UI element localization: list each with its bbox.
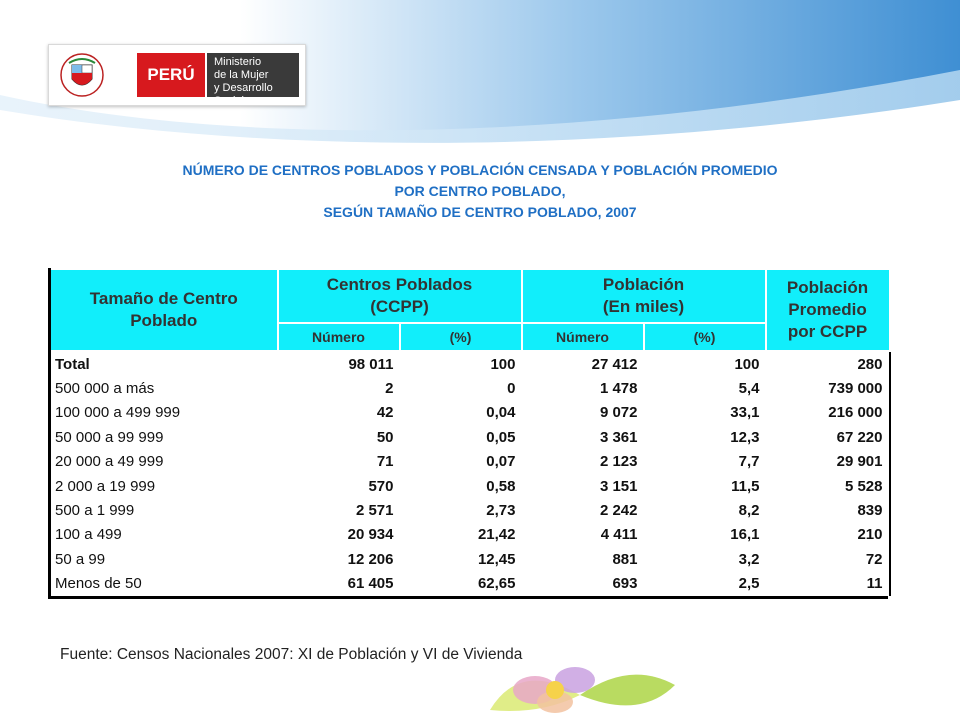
- row-label: Menos de 50: [50, 572, 278, 596]
- poblacion-promedio: 72: [766, 547, 890, 571]
- header-poblacion-line: Población: [602, 275, 685, 294]
- poblacion-promedio: 67 220: [766, 425, 890, 449]
- ccpp-pct: 2,73: [486, 502, 516, 520]
- poblacion-numero: 2 123: [599, 453, 638, 471]
- ccpp-pct: 0,05: [486, 428, 516, 446]
- row-label: 2 000 a 19 999: [50, 474, 278, 498]
- source-note: Fuente: Censos Nacionales 2007: XI de Población y VI de Vivienda: [60, 646, 523, 663]
- table-row: [50, 351, 890, 376]
- table-body: [50, 351, 890, 596]
- header-poblacion: [522, 269, 766, 323]
- header-size: [50, 269, 278, 351]
- header-promedio-line: Promedio: [788, 300, 867, 319]
- title-line: NÚMERO DE CENTROS POBLADOS Y POBLACIÓN CENSADA Y POBLACIÓN PROMEDIO: [182, 162, 778, 178]
- poblacion-pct: 33,1: [730, 404, 760, 422]
- ccpp-numero: 2: [385, 380, 394, 398]
- poblacion-promedio: 29 901: [766, 450, 890, 474]
- poblacion-pct: 11,5: [731, 477, 760, 495]
- table-row: [50, 498, 890, 522]
- page-title: [100, 160, 860, 223]
- ccpp-numero: 20 934: [347, 526, 394, 544]
- poblacion-promedio: 210: [766, 523, 890, 547]
- table-row: [50, 376, 890, 400]
- row-label: 500 a 1 999: [50, 498, 278, 522]
- poblacion-pct: 5,4: [738, 380, 760, 398]
- poblacion-numero: 3 151: [599, 477, 638, 495]
- subheader-numero: Número: [278, 323, 400, 351]
- title-line: POR CENTRO POBLADO,: [394, 183, 566, 199]
- ccpp-numero: 42: [376, 404, 394, 422]
- poblacion-pct: 7,7: [738, 453, 760, 471]
- ccpp-numero: 61 405: [347, 575, 394, 593]
- poblacion-numero: 693: [612, 575, 638, 593]
- data-table: [48, 268, 888, 599]
- table-row: [50, 474, 890, 498]
- logo-country: PERÚ: [137, 53, 205, 97]
- ccpp-numero: 71: [376, 453, 394, 471]
- row-label: 20 000 a 49 999: [50, 450, 278, 474]
- title-line: SEGÚN TAMAÑO DE CENTRO POBLADO, 2007: [323, 204, 637, 220]
- header-promedio-line: Población: [786, 278, 869, 297]
- row-label: 50 a 99: [50, 547, 278, 571]
- ministry-logo: [48, 44, 306, 106]
- table-bottom-rule: [48, 596, 888, 599]
- header-size-line: Poblado: [130, 311, 198, 330]
- logo-ministry-line: de la Mujer: [214, 69, 269, 81]
- logo-ministry: [207, 53, 299, 107]
- header-size-line: Tamaño de Centro: [89, 289, 238, 308]
- poblacion-numero: 1 478: [599, 380, 638, 398]
- poblacion-numero: 9 072: [599, 404, 638, 422]
- ccpp-pct: 0,58: [486, 477, 516, 495]
- logo-ministry-line: y Desarrollo Social: [214, 82, 273, 107]
- coat-of-arms-icon: [59, 51, 105, 99]
- poblacion-promedio: 739 000: [766, 376, 890, 400]
- poblacion-numero: 2 242: [599, 502, 638, 520]
- table-row: [50, 425, 890, 449]
- subheader-numero: Número: [522, 323, 644, 351]
- ccpp-pct: 0,07: [486, 453, 516, 471]
- ccpp-pct: 0: [507, 380, 516, 398]
- poblacion-pct: 8,2: [738, 502, 760, 520]
- ccpp-pct: 21,42: [477, 526, 516, 544]
- poblacion-pct: 3,2: [738, 550, 760, 568]
- poblacion-pct: 12,3: [730, 428, 760, 446]
- poblacion-numero: 27 412: [591, 355, 638, 373]
- poblacion-promedio: 216 000: [766, 401, 890, 425]
- header-ccpp: [278, 269, 522, 323]
- poblacion-pct: 16,1: [730, 526, 760, 544]
- poblacion-pct: 2,5: [738, 575, 760, 593]
- table-row: [50, 450, 890, 474]
- poblacion-numero: 4 411: [600, 526, 638, 544]
- row-label: 100 a 499: [50, 523, 278, 547]
- header-promedio: [766, 269, 890, 351]
- table-row: [50, 572, 890, 596]
- ccpp-numero: 2 571: [355, 502, 394, 520]
- row-label: 100 000 a 499 999: [50, 401, 278, 425]
- table-row: [50, 547, 890, 571]
- ccpp-pct: 100: [490, 355, 516, 373]
- poblacion-promedio: 5 528: [766, 474, 890, 498]
- poblacion-promedio: 280: [766, 351, 890, 376]
- subheader-pct: (%): [644, 323, 766, 351]
- header-ccpp-line: Centros Poblados: [326, 275, 473, 294]
- poblacion-pct: 100: [734, 355, 760, 373]
- table-row: [50, 401, 890, 425]
- ccpp-numero: 570: [368, 477, 394, 495]
- table-row: [50, 523, 890, 547]
- ccpp-numero: 12 206: [347, 550, 394, 568]
- header-promedio-line: por CCPP: [787, 322, 868, 341]
- row-label: 500 000 a más: [50, 376, 278, 400]
- ccpp-pct: 12,45: [477, 550, 516, 568]
- row-label: Total: [50, 351, 278, 376]
- ccpp-pct: 0,04: [486, 404, 516, 422]
- ccpp-pct: 62,65: [477, 575, 516, 593]
- row-label: 50 000 a 99 999: [50, 425, 278, 449]
- subheader-pct: (%): [400, 323, 522, 351]
- poblacion-promedio: 11: [766, 572, 890, 596]
- ccpp-numero: 50: [376, 428, 394, 446]
- logo-ministry-line: Ministerio: [214, 56, 262, 68]
- poblacion-numero: 881: [612, 550, 638, 568]
- poblacion-promedio: 839: [766, 498, 890, 522]
- poblacion-numero: 3 361: [599, 428, 638, 446]
- header-ccpp-line: (CCPP): [370, 297, 429, 316]
- header-poblacion-line: (En miles): [602, 297, 685, 316]
- flower-decoration-icon: [480, 640, 680, 720]
- ccpp-numero: 98 011: [348, 355, 394, 373]
